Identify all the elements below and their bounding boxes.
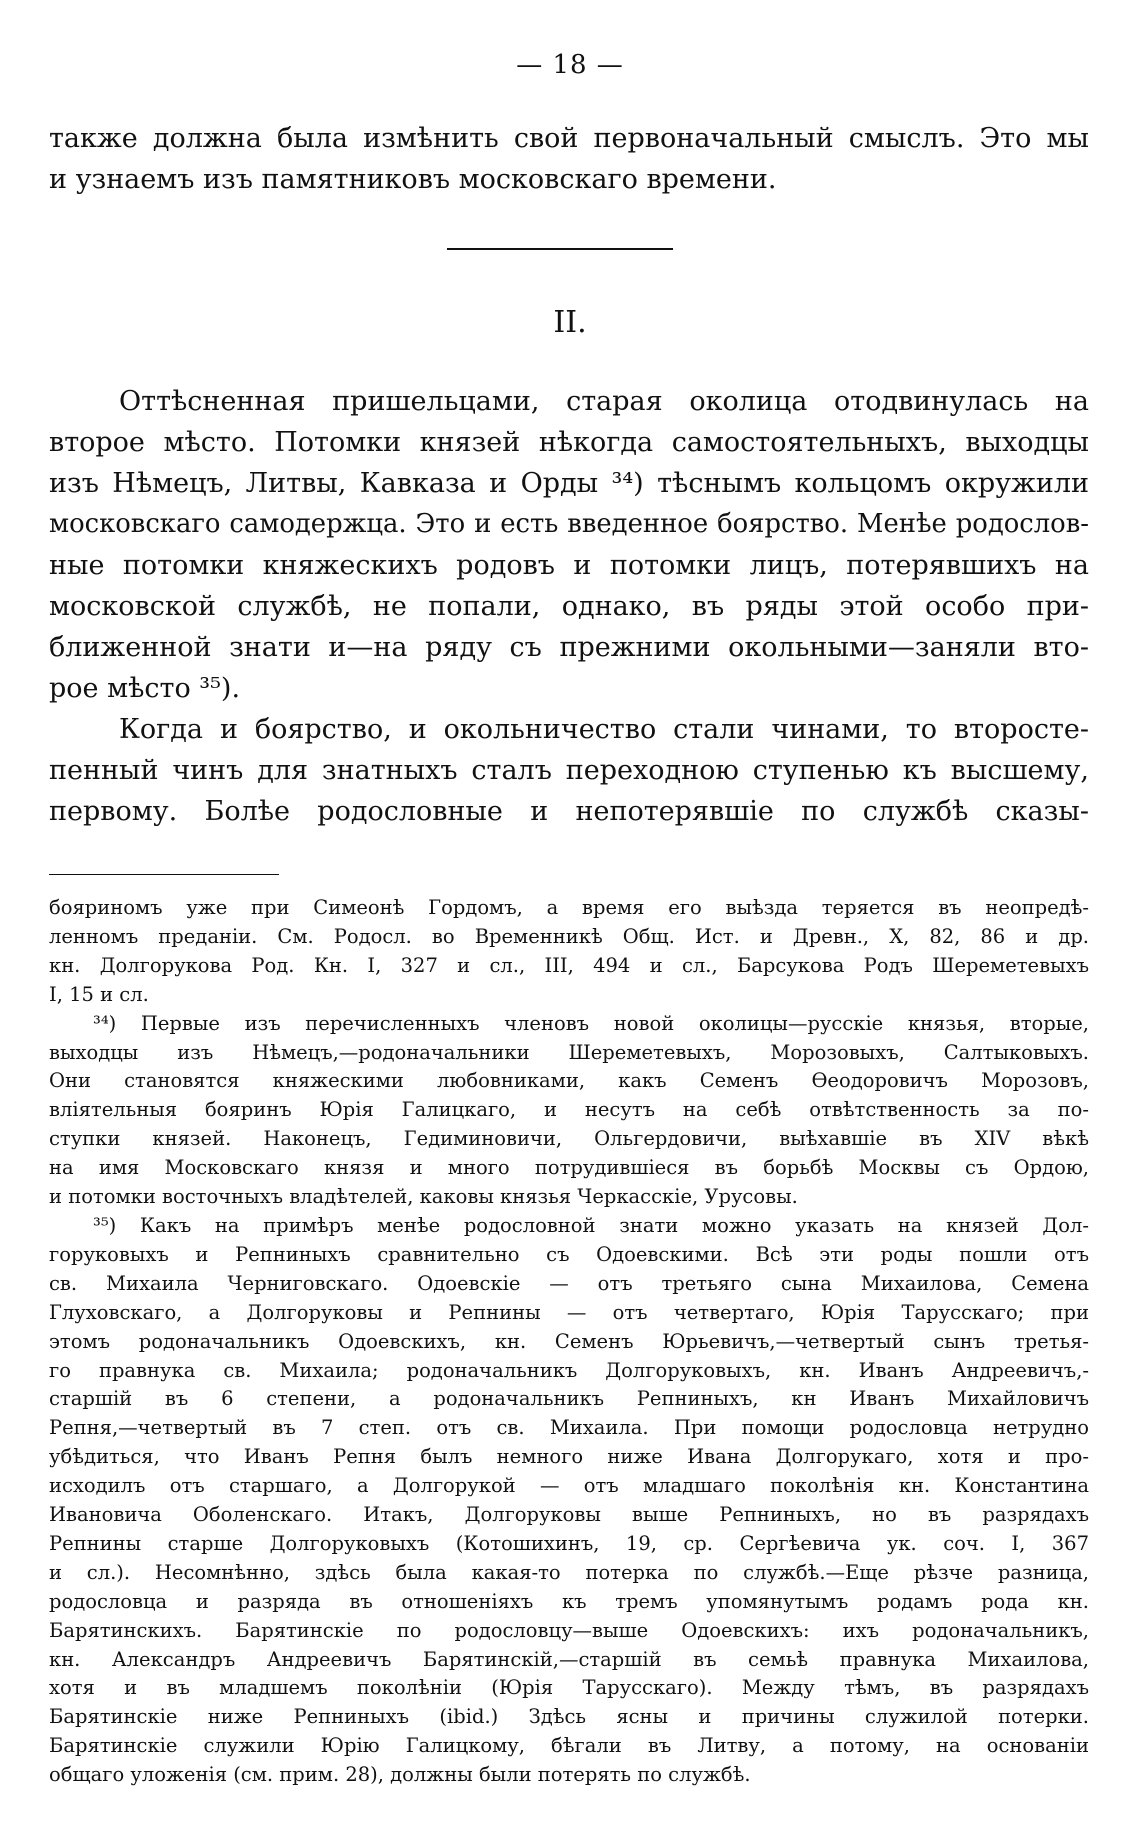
footnote-line: вліятельныя бояринъ Юрія Галицкаго, и несутъ на себѣ отвѣтственность за по- [49, 1098, 1089, 1122]
footnote-line: св. Михаила Черниговскаго. Одоевскіе — отъ третьяго сына Михаилова, Семена [49, 1271, 1089, 1295]
text-line: и узнаемъ изъ памятниковъ московскаго времени. [49, 164, 777, 195]
footnote-line: этомъ родоначальникъ Одоевскихъ, кн. Семенъ Юрьевичъ,—четвертый сынъ третья- [49, 1329, 1089, 1353]
body-text [49, 381, 1089, 832]
text-line: пенный чинъ для знатныхъ сталъ переходною ступенью къ высшему, [49, 755, 1089, 786]
text-line: ные потомки княжескихъ родовъ и потомки лицъ, потерявшихъ на [49, 550, 1089, 581]
text-line: рое мѣсто ³⁵). [49, 673, 241, 704]
footnote-line: убѣдиться, что Иванъ Репня былъ немного ниже Ивана Долгорукаго, хотя и про- [49, 1445, 1089, 1469]
footnote-line: Глуховскаго, а Долгоруковы и Репнины — отъ четвертаго, Юрія Тарусскаго; при [49, 1300, 1089, 1324]
footnote-line: I, 15 и сл. [49, 982, 149, 1006]
footnote-line: старшій въ 6 степени, а родоначальникъ Репниныхъ, кн Иванъ Михайловичъ [49, 1387, 1089, 1411]
page-number: — 18 — [516, 50, 624, 80]
footnote-line: Ивановича Оболенскаго. Итакъ, Долгоруковы выше Репниныхъ, но въ разрядахъ [49, 1503, 1089, 1527]
text-line: изъ Нѣмецъ, Литвы, Кавказа и Орды ³⁴) тѣснымъ кольцомъ окружили [49, 468, 1089, 499]
footnote-line: общаго уложенія (см. прим. 28), должны были потерять по службѣ. [49, 1763, 751, 1787]
text-line: московскаго самодержца. Это и есть введенное боярство. Менѣе родослов- [49, 509, 1089, 539]
footnote-line: кн. Александръ Андреевичъ Барятинскій,—старшій въ семьѣ правнука Михаилова, [49, 1647, 1089, 1671]
footnote-line: бояриномъ уже при Симеонѣ Гордомъ, а время его выѣзда теряется въ неопредѣ- [49, 896, 1089, 919]
footnote-line: на имя Московскаго князя и много потрудившіеся въ борьбѣ Москвы съ Ордою, [49, 1156, 1089, 1180]
footnote-line: и потомки восточныхъ владѣтелей, каковы князья Черкасскіе, Урусовы. [49, 1185, 798, 1209]
footnote-line: выходцы изъ Нѣмецъ,—родоначальники Шереметевыхъ, Морозовыхъ, Салтыковыхъ. [49, 1040, 1089, 1064]
footnote-line: горуковыхъ и Репниныхъ сравнительно съ Одоевскими. Всѣ эти роды пошли отъ [49, 1242, 1089, 1266]
text-line: Оттѣсненная пришельцами, старая околица отодвинулась на [119, 386, 1089, 417]
text-line: ближенной знати и—на ряду съ прежними окольными—заняли вто- [49, 632, 1089, 663]
footnote-line: ступки князей. Наконецъ, Гедиминовичи, Ольгердовичи, выѣхавшіе въ XIV вѣкѣ [49, 1127, 1089, 1151]
footnote-line: родословца и разряда въ отношеніяхъ къ тремъ упомянутымъ родамъ рода кн. [49, 1589, 1089, 1613]
footnote-line: Репнины старше Долгоруковыхъ (Котошихинъ, 19, ср. Сергѣевича ук. соч. I, 367 [49, 1531, 1089, 1555]
footnote-line: хотя и въ младшемъ поколѣніи (Юрія Тарусскаго). Между тѣмъ, въ разрядахъ [49, 1676, 1089, 1700]
footnote-line: Барятинскіе служили Юрію Галицкому, бѣгали въ Литву, а потому, на основаніи [49, 1734, 1089, 1758]
footnote-line: Барятинскихъ. Барятинскіе по родословцу—выше Одоевскихъ: ихъ родоначальникъ, [49, 1618, 1089, 1642]
footnote-line: ³⁵) Какъ на примѣръ менѣе родословной знати можно указать на князей Дол- [93, 1213, 1089, 1237]
text-line: московской службѣ, не попали, однако, въ ряды этой особо при- [49, 591, 1089, 622]
footnote-line: Барятинскіе ниже Репниныхъ (ibid.) Здѣсь ясны и причины служилой потерки. [49, 1705, 1089, 1729]
footnote-line: го правнука св. Михаила; родоначальникъ Долгоруковыхъ, кн. Иванъ Андреевичъ,- [49, 1358, 1089, 1382]
footnote-divider [49, 874, 279, 875]
footnote-line: Они становятся княжескими любовниками, какъ Семенъ Ѳеодоровичъ Морозовъ, [49, 1069, 1089, 1093]
footnote-line: кн. Долгорукова Род. Кн. I, 327 и сл., III, 494 и сл., Барсукова Родъ Шереметевыхъ [49, 953, 1089, 977]
footnotes [49, 894, 1089, 1790]
footnote-line: ленномъ преданіи. См. Родосл. во Временникѣ Общ. Ист. и Древн., X, 82, 86 и др. [49, 924, 1089, 948]
footnote-line: и сл.). Несомнѣнно, здѣсь была какая-то потерка по службѣ.—Еще рѣзче разница, [49, 1560, 1089, 1584]
section-divider [447, 248, 673, 250]
text-line: также должна была измѣнить свой первоначальный смыслъ. Это мы [49, 123, 1089, 154]
intro-paragraph [49, 118, 1089, 200]
text-line: второе мѣсто. Потомки князей нѣкогда самостоятельныхъ, выходцы [49, 427, 1089, 458]
footnote-line: ³⁴) Первые изъ перечисленныхъ членовъ новой околицы—русскіе князья, вторые, [93, 1011, 1089, 1035]
text-line: первому. Болѣе родословные и непотерявшіе по службѣ сказы- [49, 796, 1089, 827]
footnote-line: исходилъ отъ старшаго, а Долгорукой — отъ младшаго поколѣнія кн. Константина [49, 1474, 1089, 1498]
footnote-line: Репня,—четвертый въ 7 степ. отъ св. Михаила. При помощи родословца нетрудно [49, 1416, 1089, 1440]
text-line: Когда и боярство, и окольничество стали чинами, то второсте- [119, 714, 1089, 745]
section-title: II. [553, 305, 587, 340]
